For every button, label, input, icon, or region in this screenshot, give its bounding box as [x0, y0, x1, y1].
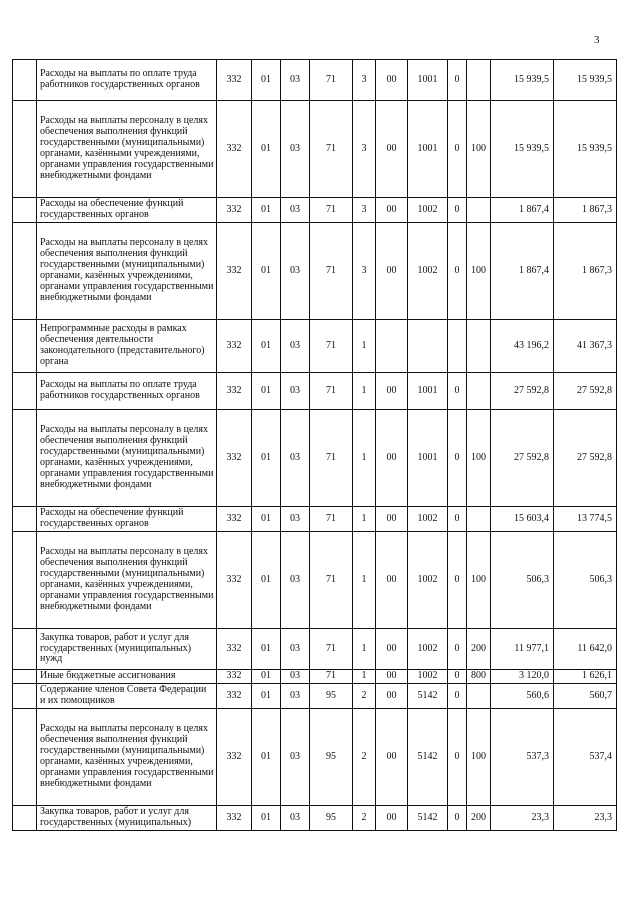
target-code-part1-cell: 95 [310, 709, 353, 806]
amount-actual-cell: 15 939,5 [554, 101, 617, 198]
row-marker-cell [13, 629, 37, 670]
target-code-part1-cell: 71 [310, 410, 353, 507]
row-marker-cell [13, 684, 37, 709]
amount-actual-cell: 1 867,3 [554, 198, 617, 223]
target-code-part3-cell: 00 [376, 709, 408, 806]
target-code-part4-cell: 1002 [408, 629, 448, 670]
target-code-part1-cell: 71 [310, 532, 353, 629]
amount-actual-cell: 560,7 [554, 684, 617, 709]
target-code-part2-cell: 2 [353, 709, 376, 806]
table-row [13, 806, 617, 831]
department-code-cell: 332 [217, 684, 252, 709]
target-code-part1-cell: 71 [310, 60, 353, 101]
amount-actual-cell: 13 774,5 [554, 507, 617, 532]
target-code-part4-cell: 1002 [408, 223, 448, 320]
expense-type-cell: 100 [467, 410, 491, 507]
department-code-cell: 332 [217, 806, 252, 831]
target-code-part5-cell: 0 [448, 684, 467, 709]
target-code-part3-cell: 00 [376, 410, 408, 507]
subsection-code-cell: 03 [281, 507, 310, 532]
target-code-part1-cell: 71 [310, 223, 353, 320]
target-code-part4-cell: 1002 [408, 670, 448, 684]
section-code-cell: 01 [252, 629, 281, 670]
target-code-part5-cell [448, 320, 467, 373]
target-code-part2-cell: 2 [353, 806, 376, 831]
target-code-part4-cell: 5142 [408, 806, 448, 831]
target-code-part2-cell: 1 [353, 507, 376, 532]
expense-type-cell: 100 [467, 709, 491, 806]
target-code-part3-cell: 00 [376, 223, 408, 320]
subsection-code-cell: 03 [281, 709, 310, 806]
section-code-cell: 01 [252, 709, 281, 806]
target-code-part2-cell: 1 [353, 373, 376, 410]
expense-name-cell: Содержание членов Совета Федерации и их помощников [37, 684, 217, 709]
amount-plan-cell: 560,6 [491, 684, 554, 709]
amount-plan-cell: 23,3 [491, 806, 554, 831]
target-code-part2-cell: 1 [353, 670, 376, 684]
target-code-part4-cell: 1001 [408, 373, 448, 410]
department-code-cell: 332 [217, 101, 252, 198]
target-code-part1-cell: 71 [310, 670, 353, 684]
department-code-cell: 332 [217, 629, 252, 670]
expense-name-cell: Расходы на выплаты по оплате труда работников государственных органов [37, 60, 217, 101]
table-row [13, 223, 617, 320]
table-row [13, 507, 617, 532]
amount-actual-cell: 23,3 [554, 806, 617, 831]
target-code-part3-cell: 00 [376, 101, 408, 198]
section-code-cell: 01 [252, 60, 281, 101]
table-row [13, 709, 617, 806]
target-code-part5-cell: 0 [448, 198, 467, 223]
amount-plan-cell: 15 603,4 [491, 507, 554, 532]
target-code-part3-cell: 00 [376, 629, 408, 670]
amount-plan-cell: 27 592,8 [491, 373, 554, 410]
amount-plan-cell: 1 867,4 [491, 223, 554, 320]
target-code-part4-cell: 1002 [408, 507, 448, 532]
section-code-cell: 01 [252, 373, 281, 410]
amount-plan-cell: 506,3 [491, 532, 554, 629]
target-code-part4-cell: 1002 [408, 198, 448, 223]
amount-actual-cell: 11 642,0 [554, 629, 617, 670]
subsection-code-cell: 03 [281, 320, 310, 373]
amount-plan-cell: 11 977,1 [491, 629, 554, 670]
expense-type-cell [467, 198, 491, 223]
target-code-part1-cell: 71 [310, 629, 353, 670]
target-code-part5-cell: 0 [448, 223, 467, 320]
amount-actual-cell: 27 592,8 [554, 373, 617, 410]
row-marker-cell [13, 410, 37, 507]
target-code-part2-cell: 1 [353, 532, 376, 629]
department-code-cell: 332 [217, 670, 252, 684]
subsection-code-cell: 03 [281, 629, 310, 670]
expense-type-cell [467, 507, 491, 532]
target-code-part3-cell [376, 320, 408, 373]
target-code-part5-cell: 0 [448, 806, 467, 831]
subsection-code-cell: 03 [281, 532, 310, 629]
subsection-code-cell: 03 [281, 198, 310, 223]
target-code-part4-cell: 1002 [408, 532, 448, 629]
amount-actual-cell: 537,4 [554, 709, 617, 806]
amount-plan-cell: 27 592,8 [491, 410, 554, 507]
table-row [13, 198, 617, 223]
section-code-cell: 01 [252, 507, 281, 532]
row-marker-cell [13, 806, 37, 831]
subsection-code-cell: 03 [281, 60, 310, 101]
target-code-part2-cell: 1 [353, 320, 376, 373]
row-marker-cell [13, 373, 37, 410]
subsection-code-cell: 03 [281, 223, 310, 320]
table-row [13, 684, 617, 709]
subsection-code-cell: 03 [281, 806, 310, 831]
expense-name-cell: Расходы на обеспечение функций государственных органов [37, 507, 217, 532]
section-code-cell: 01 [252, 320, 281, 373]
target-code-part5-cell: 0 [448, 101, 467, 198]
table-row [13, 101, 617, 198]
table-row [13, 670, 617, 684]
page-number: 3 [594, 34, 600, 46]
expense-name-cell: Расходы на выплаты персоналу в целях обеспечения выполнения функций государственными (муниципальными) органами, казённых учреждениями, органами управления государственными внебюджетными фондами [37, 709, 217, 806]
row-marker-cell [13, 198, 37, 223]
department-code-cell: 332 [217, 410, 252, 507]
row-marker-cell [13, 670, 37, 684]
expense-type-cell: 100 [467, 532, 491, 629]
expense-name-cell: Непрограммные расходы в рамках обеспечения деятельности законодательного (представительного) органа [37, 320, 217, 373]
target-code-part4-cell: 1001 [408, 60, 448, 101]
target-code-part2-cell: 3 [353, 223, 376, 320]
section-code-cell: 01 [252, 684, 281, 709]
target-code-part3-cell: 00 [376, 684, 408, 709]
row-marker-cell [13, 532, 37, 629]
amount-plan-cell: 43 196,2 [491, 320, 554, 373]
expense-name-cell: Расходы на выплаты персоналу в целях обеспечения выполнения функций государственными (муниципальными) органами, казёнными учреждениями, органами управления государственными внебюджетными фондами [37, 101, 217, 198]
target-code-part4-cell: 5142 [408, 684, 448, 709]
target-code-part4-cell: 1001 [408, 101, 448, 198]
subsection-code-cell: 03 [281, 670, 310, 684]
section-code-cell: 01 [252, 532, 281, 629]
section-code-cell: 01 [252, 198, 281, 223]
target-code-part3-cell: 00 [376, 670, 408, 684]
target-code-part2-cell: 2 [353, 684, 376, 709]
target-code-part3-cell: 00 [376, 60, 408, 101]
department-code-cell: 332 [217, 223, 252, 320]
amount-plan-cell: 15 939,5 [491, 60, 554, 101]
amount-plan-cell: 537,3 [491, 709, 554, 806]
target-code-part1-cell: 71 [310, 507, 353, 532]
target-code-part4-cell: 5142 [408, 709, 448, 806]
target-code-part3-cell: 00 [376, 198, 408, 223]
expense-type-cell: 800 [467, 670, 491, 684]
target-code-part3-cell: 00 [376, 373, 408, 410]
row-marker-cell [13, 709, 37, 806]
target-code-part5-cell: 0 [448, 373, 467, 410]
department-code-cell: 332 [217, 60, 252, 101]
expense-type-cell: 100 [467, 223, 491, 320]
table-row [13, 410, 617, 507]
amount-actual-cell: 15 939,5 [554, 60, 617, 101]
target-code-part1-cell: 71 [310, 198, 353, 223]
target-code-part5-cell: 0 [448, 507, 467, 532]
amount-actual-cell: 1 626,1 [554, 670, 617, 684]
row-marker-cell [13, 60, 37, 101]
expense-name-cell: Расходы на выплаты персоналу в целях обеспечения выполнения функций государственными (муниципальными) органами, казённых учреждениями, органами управления государственными внебюджетными фондами [37, 410, 217, 507]
table-row [13, 320, 617, 373]
department-code-cell: 332 [217, 507, 252, 532]
subsection-code-cell: 03 [281, 373, 310, 410]
target-code-part5-cell: 0 [448, 60, 467, 101]
amount-plan-cell: 3 120,0 [491, 670, 554, 684]
subsection-code-cell: 03 [281, 684, 310, 709]
department-code-cell: 332 [217, 373, 252, 410]
amount-actual-cell: 27 592,8 [554, 410, 617, 507]
target-code-part3-cell: 00 [376, 507, 408, 532]
target-code-part1-cell: 71 [310, 320, 353, 373]
row-marker-cell [13, 320, 37, 373]
department-code-cell: 332 [217, 198, 252, 223]
section-code-cell: 01 [252, 223, 281, 320]
target-code-part5-cell: 0 [448, 709, 467, 806]
target-code-part1-cell: 71 [310, 101, 353, 198]
target-code-part1-cell: 95 [310, 806, 353, 831]
expense-name-cell: Иные бюджетные ассигнования [37, 670, 217, 684]
target-code-part2-cell: 1 [353, 410, 376, 507]
row-marker-cell [13, 101, 37, 198]
section-code-cell: 01 [252, 410, 281, 507]
target-code-part2-cell: 3 [353, 60, 376, 101]
department-code-cell: 332 [217, 709, 252, 806]
target-code-part2-cell: 3 [353, 198, 376, 223]
target-code-part2-cell: 1 [353, 629, 376, 670]
expense-name-cell: Расходы на выплаты персоналу в целях обеспечения выполнения функций государственными (муниципальными) органами, казённых учреждениями, органами управления государственными внебюджетными фондами [37, 532, 217, 629]
expense-name-cell: Расходы на выплаты персоналу в целях обеспечения выполнения функций государственными (муниципальными) органами, казённых учреждениями, органами управления государственными внебюджетными фондами [37, 223, 217, 320]
target-code-part2-cell: 3 [353, 101, 376, 198]
table-row [13, 373, 617, 410]
target-code-part3-cell: 00 [376, 532, 408, 629]
section-code-cell: 01 [252, 806, 281, 831]
target-code-part5-cell: 0 [448, 670, 467, 684]
target-code-part4-cell: 1001 [408, 410, 448, 507]
target-code-part3-cell: 00 [376, 806, 408, 831]
target-code-part1-cell: 95 [310, 684, 353, 709]
amount-actual-cell: 41 367,3 [554, 320, 617, 373]
row-marker-cell [13, 507, 37, 532]
target-code-part5-cell: 0 [448, 410, 467, 507]
amount-actual-cell: 1 867,3 [554, 223, 617, 320]
table-row [13, 532, 617, 629]
department-code-cell: 332 [217, 320, 252, 373]
target-code-part4-cell [408, 320, 448, 373]
amount-plan-cell: 15 939,5 [491, 101, 554, 198]
expense-name-cell: Закупка товаров, работ и услуг для государственных (муниципальных) [37, 806, 217, 831]
subsection-code-cell: 03 [281, 101, 310, 198]
target-code-part5-cell: 0 [448, 532, 467, 629]
target-code-part1-cell: 71 [310, 373, 353, 410]
table-row [13, 629, 617, 670]
expense-type-cell [467, 320, 491, 373]
amount-actual-cell: 506,3 [554, 532, 617, 629]
target-code-part5-cell: 0 [448, 629, 467, 670]
expense-name-cell: Расходы на обеспечение функций государственных органов [37, 198, 217, 223]
row-marker-cell [13, 223, 37, 320]
amount-plan-cell: 1 867,4 [491, 198, 554, 223]
expense-type-cell: 100 [467, 101, 491, 198]
expense-name-cell: Закупка товаров, работ и услуг для государственных (муниципальных) нужд [37, 629, 217, 670]
department-code-cell: 332 [217, 532, 252, 629]
expense-type-cell [467, 60, 491, 101]
expense-type-cell: 200 [467, 806, 491, 831]
expense-type-cell: 200 [467, 629, 491, 670]
expense-type-cell [467, 684, 491, 709]
table-row [13, 60, 617, 101]
section-code-cell: 01 [252, 101, 281, 198]
subsection-code-cell: 03 [281, 410, 310, 507]
expense-type-cell [467, 373, 491, 410]
section-code-cell: 01 [252, 670, 281, 684]
budget-table [12, 59, 617, 831]
expense-name-cell: Расходы на выплаты по оплате труда работников государственных органов [37, 373, 217, 410]
